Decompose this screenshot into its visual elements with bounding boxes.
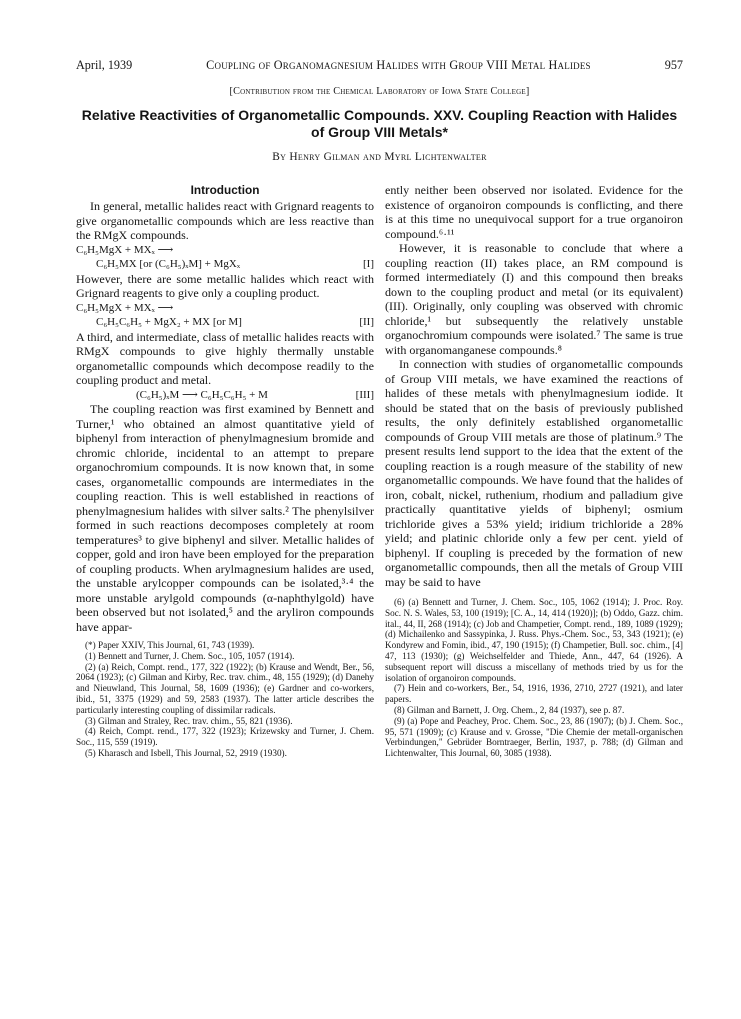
- equation-1-reactants: C₆H₅MgX + MXₓ ⟶: [76, 243, 174, 256]
- footnotes-right: [385, 597, 683, 759]
- left-column: [76, 183, 374, 759]
- equation-1-products: [76, 257, 374, 272]
- footnote: (1) Bennett and Turner, J. Chem. Soc., 105, 1057 (1914).: [85, 650, 295, 661]
- equation-3: [76, 388, 374, 403]
- paragraph: However, it is reasonable to conclude that where a coupling reaction (II) takes place, an RM compound is formed intermediately (I) and this compound then breaks down to the coupling product and metal (or its equivalent) (III). Originally, only coupling was observed with chromic chloride,¹ but subsequently the relatively unstable organochromium compounds were isolated.⁷ The same is true with organomanganese compounds.⁸: [385, 241, 683, 357]
- equation-2-number: [II]: [359, 316, 374, 328]
- equation-3-number: [III]: [355, 388, 374, 401]
- footnote: (6) (a) Bennett and Turner, J. Chem. Soc., 105, 1062 (1914); J. Proc. Roy. Soc. N. S. Wales, 53, 100 (1919); [C. A., 14, 414 (1920)]; (b) Oddo, Gazz. chim. ital., 44, II, 268 (1914); (c) Job and Champetier, Compt. rend., 189, 1089 (1929); (d) Michailenko and Sassypinka, J. Russ. Phys.-Chem. Soc., 53, 343 (1921); (e) Kondyrew and Fomin, ibid., 47, 190 (1915); (f) Champetier, Bull. soc. chim., [4] 47, 113 (1930); (g) Weichselfelder and Thiede, Ann., 447, 64 (1926). A subsequent report will discuss a miscellany of methods tried by us for the isolation of organoiron compounds.: [385, 597, 683, 683]
- running-title: Coupling of Organomagnesium Halides with Group VIII Metal Halides: [206, 58, 591, 72]
- article-title: Relative Reactivities of Organometallic Compounds. XXV. Coupling Reaction with Halides of Group VIII Metals*: [81, 107, 678, 140]
- footnote: (7) Hein and co-workers, Ber., 54, 1916, 1936, 2710, 2727 (1921), and later papers.: [385, 683, 683, 705]
- equation-2-text: C₆H₅C₆H₅ + MgX₂ + MX [or M]: [96, 316, 242, 328]
- equation-1-number: [I]: [363, 258, 374, 270]
- paragraph: The coupling reaction was first examined by Bennett and Turner,¹ who obtained an almost quantitative yield of biphenyl from interaction of phenylmagnesium bromide and chromic chloride, incidental to an attempt to prepare organochromium compounds. It is now known that, in some cases, organometallic compounds are intermediates in the coupling reaction. This is well established in reactions of phenylmagnesium halides with silver salts.² The phenylsilver formed in such reactions decomposes completely at room temperatures³ to give biphenyl and silver. Metallic halides of copper, gold and iron have been employed for the preparation of coupling products. When arylmagnesium halides are used, the unstable arylcopper compounds can be isolated,³·⁴ the more unstable arylgold compounds (α-naphthylgold) have been observed but not isolated,⁵ and the aryliron compounds have appar-: [76, 402, 374, 634]
- paragraph: A third, and intermediate, class of metallic halides reacts with RMgX compounds to give highly thermally unstable organometallic compounds which decompose readily to the coupling product and metal.: [76, 329, 374, 387]
- contribution-line: [Contribution from the Chemical Laboratory of Iowa State College]: [229, 86, 530, 97]
- paragraph: ently neither been observed nor isolated. Evidence for the existence of organoiron compounds is conflicting, and there is at this time no unequivocal support for a true organoiron compound.⁶·¹¹: [385, 183, 683, 241]
- footnote: (3) Gilman and Straley, Rec. trav. chim., 55, 821 (1936).: [85, 715, 293, 726]
- footnote: (9) (a) Pope and Peachey, Proc. Chem. Soc., 23, 86 (1907); (b) J. Chem. Soc., 95, 571 (1909); (c) Krause and v. Grosse, "Die Chemie der metall-organischen Verbindungen," Gebrüder Borntraeger, Berlin, 1937, p. 788; (d) Gilman and Lichtenwalter, This Journal, 60, 3085 (1938).: [385, 715, 683, 759]
- section-heading: Introduction: [190, 183, 260, 197]
- footnote: (4) Reich, Compt. rend., 177, 322 (1923); Krizewsky and Turner, J. Chem. Soc., 115, 559 (1919).: [76, 726, 374, 748]
- right-column: [385, 183, 683, 759]
- footnote: (8) Gilman and Barnett, J. Org. Chem., 2, 84 (1937), see p. 87.: [394, 704, 625, 715]
- body-columns: [76, 183, 683, 759]
- footnote: (*) Paper XXIV, This Journal, 61, 743 (1939).: [85, 640, 255, 650]
- paragraph: In connection with studies of organometallic compounds of Group VIII metals, we have examined the reactions of halides of these metals with phenylmagnesium iodide. It should be stated that on the basis of previously published results, the only definitely established organometallic compounds of Group VIII metals are those of platinum.⁹ The present results lend support to the idea that the extent of the coupling reaction is a rough measure of the stability of new organometallic compounds. We have found that the halides of iron, cobalt, nickel, ruthenium, rhodium and palladium give practically quantitative yields of biphenyl; osmium trichloride gives a 53% yield; iridium trichloride a 28% yield; and platinic chloride only a few per cent. yield of biphenyl. If coupling is preceded by the formation of new organometallic compounds, then all the metals of Group VIII may be said to have: [385, 357, 684, 589]
- paragraph: In general, metallic halides react with Grignard reagents to give organometallic compounds which are less reactive than the RMgX compounds.: [76, 199, 374, 242]
- equation-3-text: (C₆H₅)ₓM ⟶ C₆H₅C₆H₅ + M: [136, 388, 268, 401]
- paragraph: However, there are some metallic halides which react with Grignard reagents to give only a coupling product.: [76, 271, 374, 300]
- issue-date: April, 1939: [76, 58, 133, 72]
- page-number: 957: [664, 58, 683, 72]
- footnote: (5) Kharasch and Isbell, This Journal, 52, 2919 (1930).: [85, 747, 287, 758]
- equation-2-reactants: C₆H₅MgX + MXₓ ⟶: [76, 301, 174, 314]
- footnote: (2) (a) Reich, Compt. rend., 177, 322 (1922); (b) Krause and Wendt, Ber., 56, 2064 (1923); (c) Gilman and Kirby, Rec. trav. chim., 48, 155 (1929); (d) Danehy and Nieuwland, This Journal, 58, 1609 (1936); (e) Gardner and co-workers, ibid., 51, 3375 (1929) and 59, 2583 (1937). The latter article describes the particularly interesting coupling of dissimilar radicals.: [76, 661, 374, 715]
- byline: By Henry Gilman and Myrl Lichtenwalter: [272, 151, 487, 163]
- equation-1-text: C₆H₅MX [or (C₆H₅)ₓM] + MgXₓ: [96, 258, 241, 270]
- equation-2-products: [76, 315, 374, 330]
- running-head: [76, 58, 683, 74]
